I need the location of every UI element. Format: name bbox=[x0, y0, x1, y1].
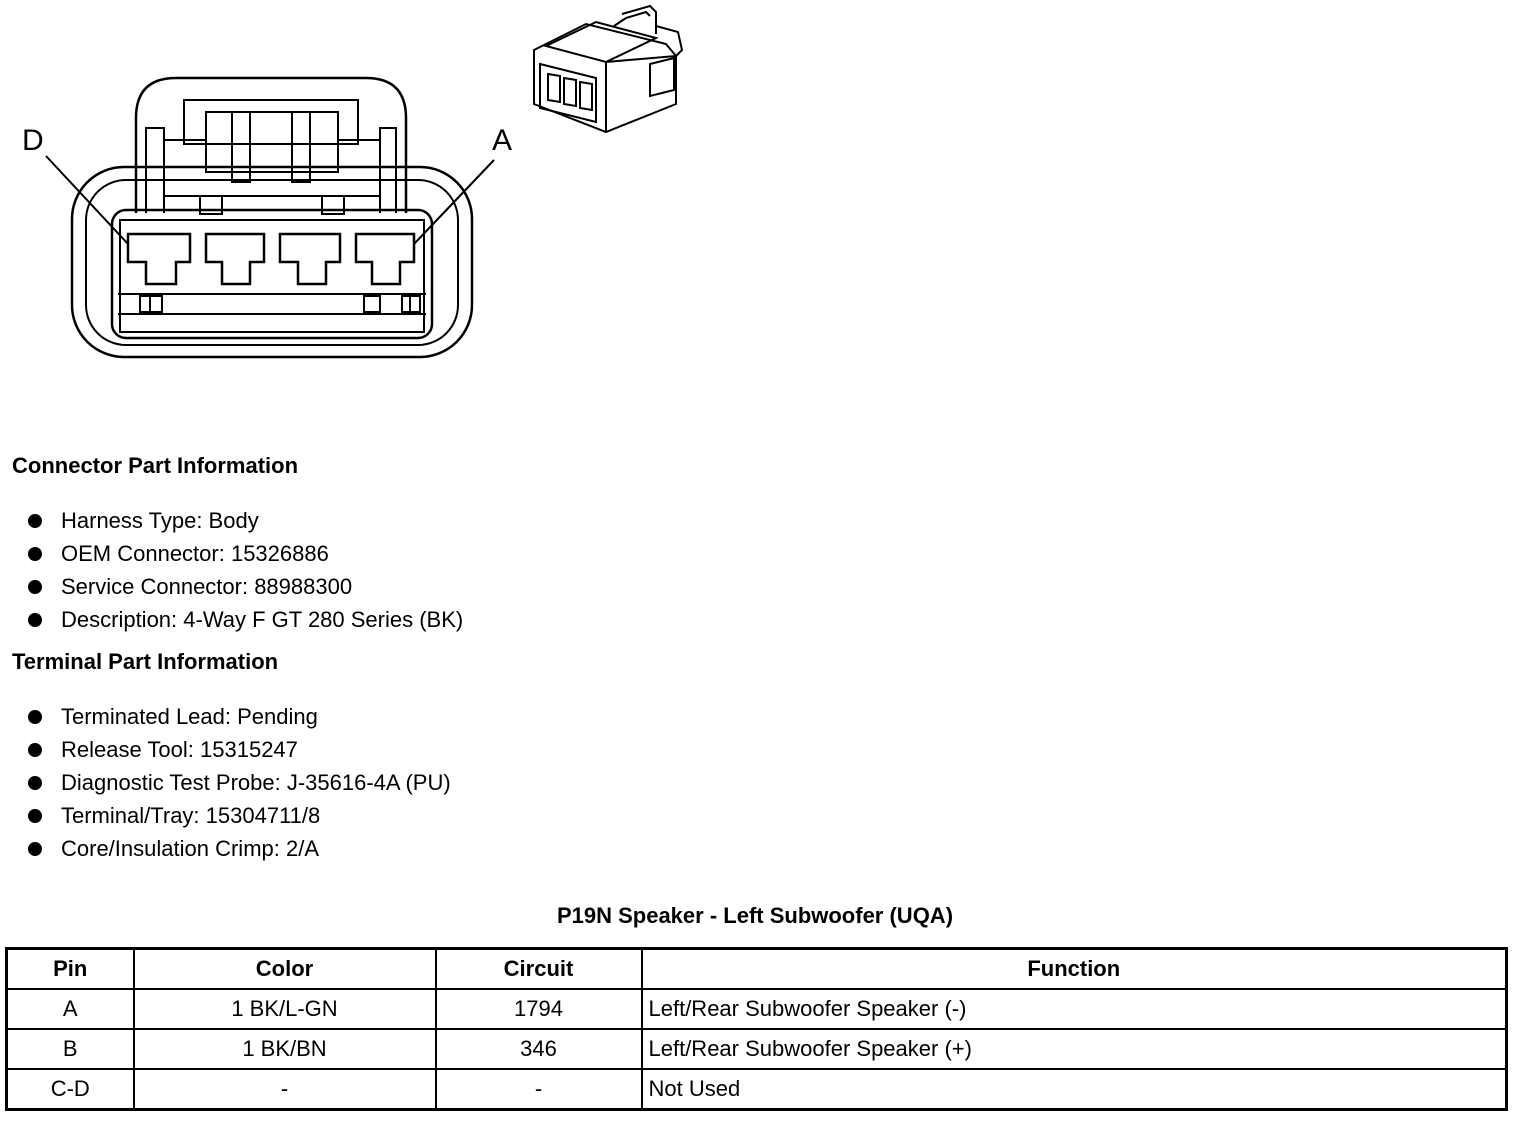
cell-function: Left/Rear Subwoofer Speaker (-) bbox=[642, 989, 1507, 1029]
bullet-icon bbox=[28, 743, 42, 757]
list-item: Terminated Lead: Pending bbox=[28, 703, 451, 736]
cell-function: Not Used bbox=[642, 1069, 1507, 1110]
connector-info-list bbox=[28, 507, 463, 639]
pinout-table-title: P19N Speaker - Left Subwoofer (UQA) bbox=[556, 903, 954, 928]
table-row bbox=[7, 1029, 1507, 1069]
connector-isometric-illustration bbox=[526, 4, 691, 134]
cell-color: 1 BK/BN bbox=[134, 1029, 436, 1069]
cell-pin: B bbox=[7, 1029, 134, 1069]
bullet-icon bbox=[28, 809, 42, 823]
list-item: OEM Connector: 15326886 bbox=[28, 540, 463, 573]
connector-face-diagram bbox=[0, 0, 520, 380]
list-item: Terminal/Tray: 15304711/8 bbox=[28, 802, 451, 835]
list-item: Diagnostic Test Probe: J-35616-4A (PU) bbox=[28, 769, 451, 802]
header-color: Color bbox=[134, 949, 436, 990]
cell-function: Left/Rear Subwoofer Speaker (+) bbox=[642, 1029, 1507, 1069]
bullet-icon bbox=[28, 842, 42, 856]
bullet-icon bbox=[28, 580, 42, 594]
terminal-info-heading: Terminal Part Information bbox=[12, 649, 279, 674]
table-header-row bbox=[7, 949, 1507, 990]
bullet-icon bbox=[28, 613, 42, 627]
bullet-icon bbox=[28, 547, 42, 561]
list-item: Description: 4-Way F GT 280 Series (BK) bbox=[28, 606, 463, 639]
header-circuit: Circuit bbox=[436, 949, 642, 990]
table-row bbox=[7, 989, 1507, 1029]
cell-color: 1 BK/L-GN bbox=[134, 989, 436, 1029]
cell-color: - bbox=[134, 1069, 436, 1110]
pin-label-d: D bbox=[22, 124, 44, 157]
header-pin: Pin bbox=[7, 949, 134, 990]
bullet-icon bbox=[28, 776, 42, 790]
pinout-table bbox=[5, 947, 1508, 1111]
cell-circuit: - bbox=[436, 1069, 642, 1110]
cell-pin: A bbox=[7, 989, 134, 1029]
list-item: Core/Insulation Crimp: 2/A bbox=[28, 835, 451, 868]
header-function: Function bbox=[642, 949, 1507, 990]
cell-circuit: 346 bbox=[436, 1029, 642, 1069]
table-row bbox=[7, 1069, 1507, 1110]
cell-circuit: 1794 bbox=[436, 989, 642, 1029]
connector-info-heading: Connector Part Information bbox=[12, 453, 299, 478]
list-item: Release Tool: 15315247 bbox=[28, 736, 451, 769]
list-item: Harness Type: Body bbox=[28, 507, 463, 540]
list-item: Service Connector: 88988300 bbox=[28, 573, 463, 606]
bullet-icon bbox=[28, 514, 42, 528]
bullet-icon bbox=[28, 710, 42, 724]
pin-label-a: A bbox=[492, 124, 513, 157]
terminal-info-list bbox=[28, 703, 451, 868]
cell-pin: C-D bbox=[7, 1069, 134, 1110]
